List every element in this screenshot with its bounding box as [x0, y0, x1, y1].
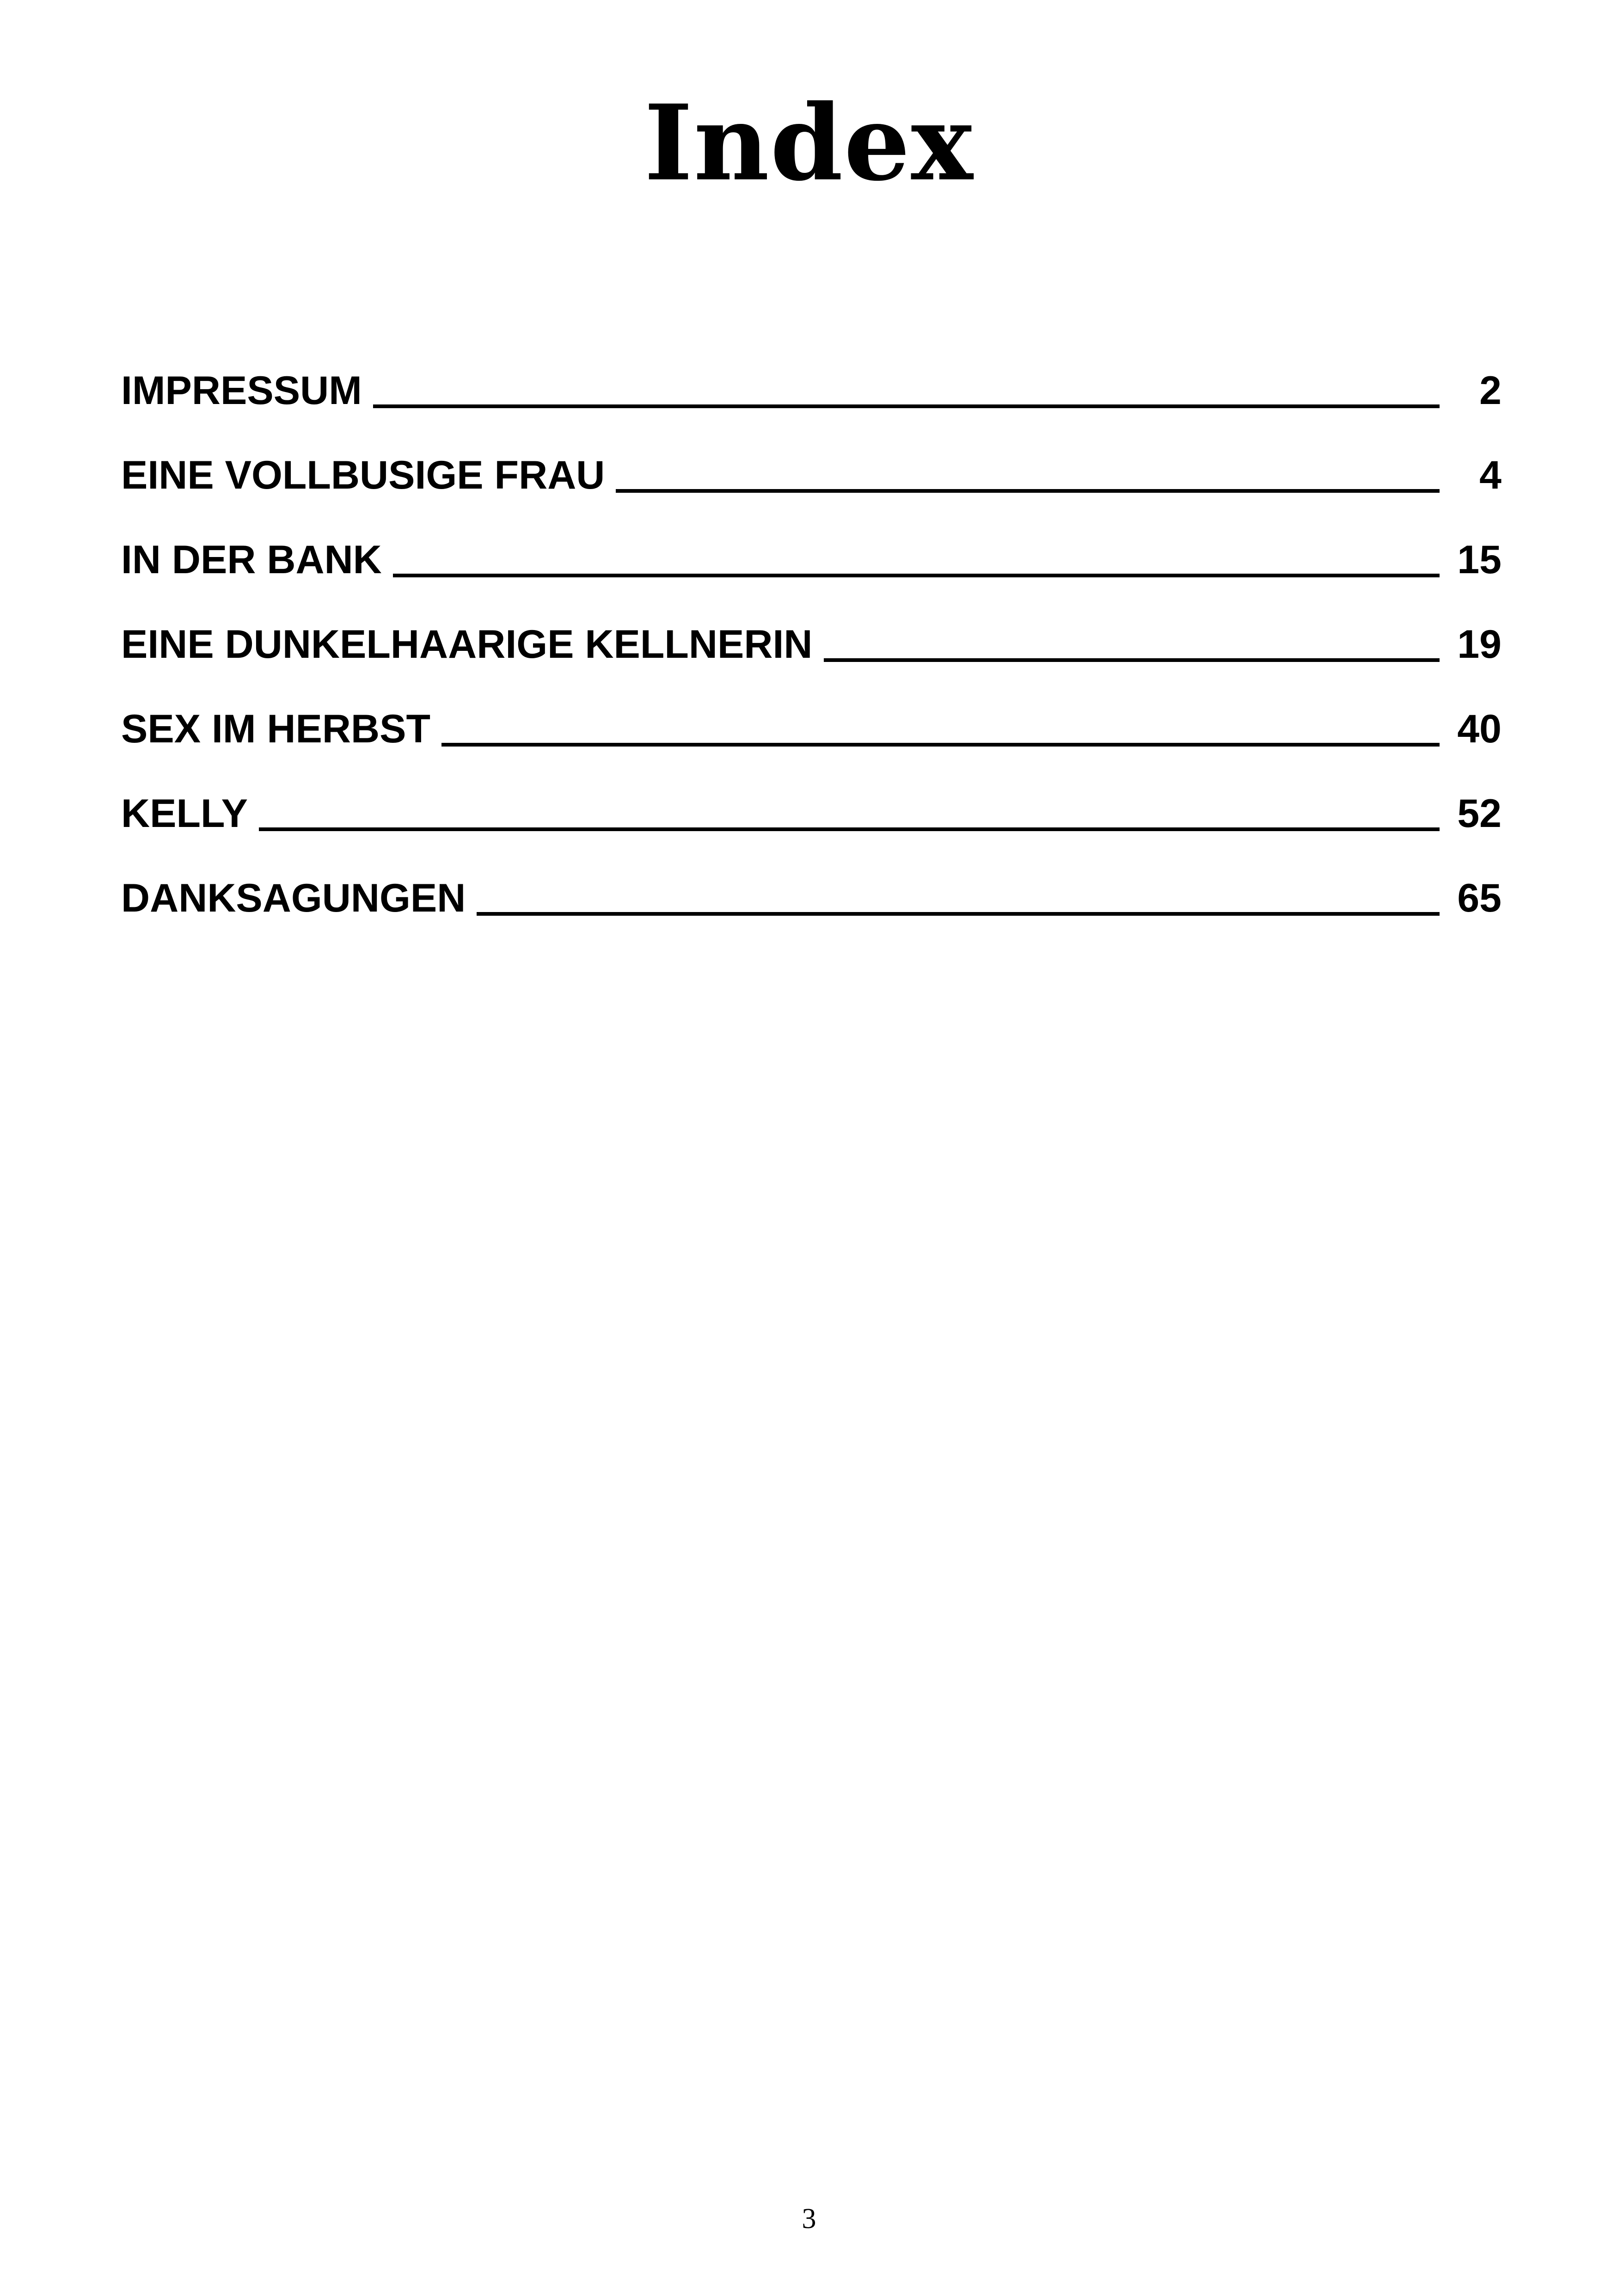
toc-entry-page: 15: [1457, 538, 1502, 582]
toc-entry-title: DANKSAGUNGEN: [121, 876, 466, 920]
toc-entry: [121, 418, 1502, 503]
toc-entry-title: EINE VOLLBUSIGE FRAU: [121, 453, 605, 497]
toc-entry-title: IN DER BANK: [121, 538, 382, 582]
toc-leader-line: [393, 574, 1440, 577]
toc-leader-line: [373, 404, 1440, 408]
toc-entry: [121, 672, 1502, 757]
toc-entry-page: 4: [1479, 453, 1502, 497]
toc-leader-line: [441, 743, 1440, 747]
toc-entry-title: EINE DUNKELHAARIGE KELLNERIN: [121, 622, 813, 667]
toc-entry-page: 40: [1457, 707, 1502, 751]
table-of-contents: [121, 334, 1502, 926]
toc-entry: [121, 334, 1502, 418]
page-number: 3: [802, 2203, 816, 2235]
page-title: Index: [644, 82, 974, 204]
toc-entry-page: 2: [1479, 368, 1502, 413]
toc-entry: [121, 757, 1502, 841]
toc-entry: [121, 588, 1502, 672]
toc-entry-page: 52: [1457, 791, 1502, 836]
toc-entry-page: 65: [1457, 876, 1502, 920]
toc-leader-line: [616, 489, 1440, 493]
toc-entry-title: IMPRESSUM: [121, 368, 362, 413]
toc-entry-title: SEX IM HERBST: [121, 707, 430, 751]
toc-entry: [121, 841, 1502, 926]
toc-entry: [121, 503, 1502, 588]
toc-entry-page: 19: [1457, 622, 1502, 667]
toc-leader-line: [477, 912, 1440, 916]
toc-leader-line: [259, 827, 1440, 831]
toc-entry-title: KELLY: [121, 791, 248, 836]
toc-leader-line: [824, 658, 1440, 662]
